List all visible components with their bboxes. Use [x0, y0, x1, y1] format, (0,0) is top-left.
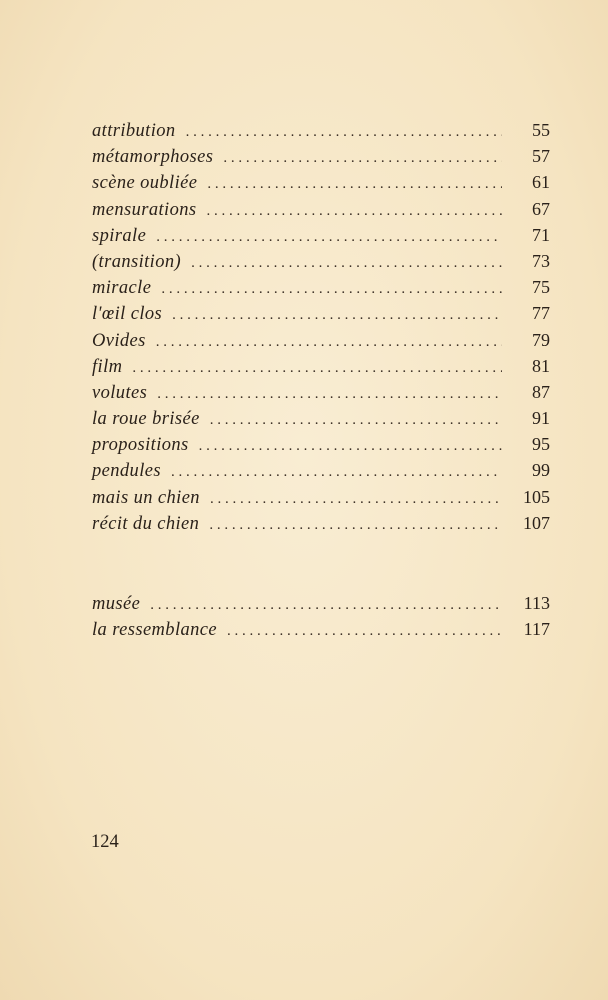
toc-entry: [92, 327, 550, 353]
dot-leader: [223, 145, 502, 171]
dot-leader: [207, 171, 502, 197]
toc-entry-title: scène oubliée: [92, 173, 198, 194]
toc-entry-page: 95: [532, 434, 550, 455]
toc-entry: [92, 379, 550, 405]
toc-entry-title: la ressemblance: [92, 620, 218, 641]
toc-entry: [92, 484, 550, 510]
toc-entry-title: Ovides: [92, 330, 146, 351]
toc-entry-title: pendules: [92, 461, 161, 482]
toc-entry-title: miracle: [92, 278, 152, 299]
dot-leader: [210, 486, 502, 512]
toc-entry-title: l'œil clos: [92, 304, 163, 325]
dot-leader: [186, 119, 502, 145]
toc-entry: [92, 117, 550, 143]
dot-leader: [156, 224, 502, 250]
toc-entry: [92, 616, 550, 642]
toc-entry: [92, 169, 550, 195]
toc-entry-title: métamorphoses: [92, 147, 214, 168]
dot-leader: [207, 198, 503, 224]
toc-entry: [92, 457, 550, 483]
dot-leader: [210, 407, 502, 433]
toc-entry-page: 67: [532, 198, 550, 219]
toc-entry: [92, 353, 550, 379]
toc-entry-title: mensurations: [92, 199, 197, 220]
toc-entry-title: spirale: [92, 225, 147, 246]
toc-entry-page: 55: [532, 120, 550, 140]
toc-entry-page: 113: [523, 593, 550, 613]
toc-entry-title: film: [92, 356, 123, 377]
dot-leader: [209, 512, 502, 538]
dot-leader: [150, 592, 502, 618]
toc-entry: [92, 405, 550, 431]
toc-entry-page: 105: [523, 486, 550, 507]
toc-entry-page: 73: [532, 250, 550, 271]
dot-leader: [171, 459, 502, 485]
table-of-contents-group-2: [92, 590, 550, 642]
toc-entry-page: 107: [523, 512, 550, 533]
toc-entry: [92, 248, 550, 274]
toc-entry-title: mais un chien: [92, 487, 200, 508]
toc-entry-title: (transition): [92, 251, 182, 272]
dot-leader: [199, 433, 502, 459]
toc-entry: [92, 196, 550, 222]
toc-entry-page: 87: [532, 381, 550, 402]
dot-leader: [172, 302, 502, 328]
dot-leader: [191, 250, 502, 276]
page-number: 124: [91, 832, 119, 852]
toc-entry-page: 61: [532, 172, 550, 193]
toc-entry: [92, 143, 550, 169]
toc-entry-title: attribution: [92, 121, 176, 141]
toc-entry: [92, 300, 550, 326]
toc-entry-page: 99: [532, 460, 550, 481]
dot-leader: [227, 618, 502, 644]
dot-leader: [132, 355, 502, 381]
toc-entry-page: 75: [532, 277, 550, 298]
toc-entry-page: 77: [532, 303, 550, 324]
toc-entry: [92, 590, 550, 616]
toc-entry-title: volutes: [92, 382, 148, 403]
toc-entry-page: 79: [532, 329, 550, 350]
toc-entry-page: 81: [532, 355, 550, 376]
dot-leader: [156, 329, 502, 355]
toc-entry-title: musée: [92, 594, 141, 614]
toc-entry-title: propositions: [92, 435, 189, 456]
toc-entry-page: 91: [532, 408, 550, 429]
dot-leader: [157, 381, 502, 407]
dot-leader: [161, 276, 502, 302]
toc-entry: [92, 510, 550, 536]
table-of-contents-group-1: [92, 117, 550, 536]
toc-entry: [92, 274, 550, 300]
toc-entry-page: 71: [532, 224, 550, 245]
toc-entry-title: la roue brisée: [92, 409, 200, 430]
toc-entry: [92, 222, 550, 248]
toc-entry-title: récit du chien: [92, 513, 200, 534]
toc-entry-page: 117: [523, 619, 550, 640]
toc-entry: [92, 431, 550, 457]
toc-entry-page: 57: [532, 146, 550, 167]
